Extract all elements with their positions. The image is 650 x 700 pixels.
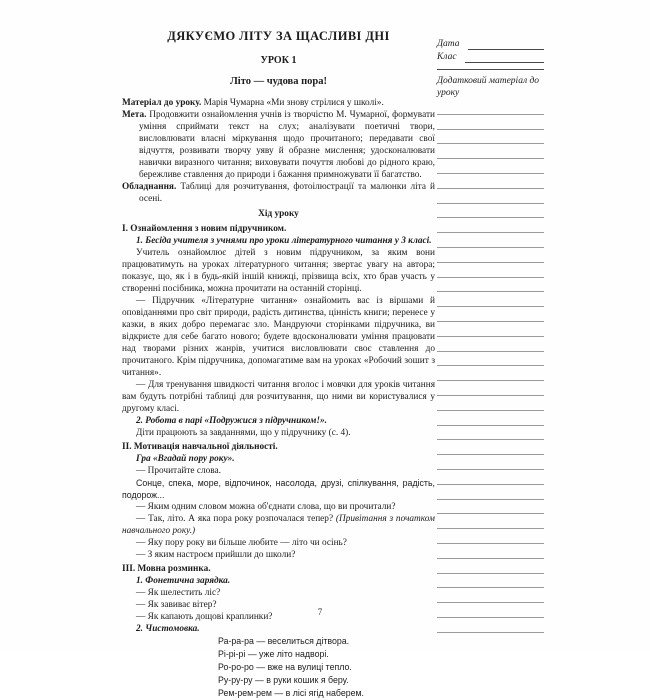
class-blank-line bbox=[465, 52, 544, 63]
ruled-line bbox=[437, 218, 544, 233]
section1-item1-heading: 1. Бесіда учителя з учнями про уроки літературного читання у 3 класі. bbox=[136, 236, 432, 246]
ruled-line bbox=[437, 159, 544, 174]
separator-line bbox=[437, 69, 544, 70]
meta-text: Продовжити ознайомлення учнів із творчістю М. Чумарної, формувати уміння сприймати текст на слух; аналізувати поетичні твори, висловлювати власні міркування щодо прочитаного; передавати свої відчуття, розвивати творчу уяву й образне мислення; удосконалювати навички виразного читання; виховувати почуття любові до рідного краю, бережливе ставлення до природи і бажання примножувати її багатство. bbox=[139, 110, 435, 180]
ruled-line bbox=[437, 426, 544, 441]
ruled-line bbox=[437, 100, 544, 115]
ruled-line bbox=[437, 263, 544, 278]
ruled-line bbox=[437, 574, 544, 589]
ruled-line bbox=[437, 189, 544, 204]
ruled-line bbox=[437, 559, 544, 574]
ruled-line bbox=[437, 529, 544, 544]
extra-material-label: Додатковий матеріал до уроку bbox=[437, 76, 540, 98]
section2-word-list: Сонце, спека, море, відпочинок, насолода, друзі, спілкування, радість, подорож... bbox=[122, 478, 435, 500]
ruled-line bbox=[437, 485, 544, 500]
section1-para2: — Підручник «Літературне читання» ознайомить вас із віршами й оповіданнями про світ природи, радість дитинства, цінність книги; перенесе у казки, в яких добро перемагає зло. Мандруючи сторінками підручника, ви відкриєте для себе багато нового; будете вдосконалювати уміння працювати над творами різних жанрів, учитися висловлювати своє ставлення до прочитаного. Крім підручника, допомагатиме вам на уроках «Робочий зошит з читання». bbox=[122, 296, 435, 378]
ruled-line bbox=[437, 352, 544, 367]
ruled-line bbox=[437, 544, 544, 559]
ruled-line bbox=[437, 470, 544, 485]
margin-notes-column bbox=[437, 38, 544, 633]
course-heading: Хід уроку bbox=[258, 209, 299, 219]
ruled-line bbox=[437, 455, 544, 470]
class-label: Клас bbox=[437, 52, 457, 62]
ruled-line bbox=[437, 440, 544, 455]
section3-heading: III. Мовна розминка. bbox=[122, 564, 211, 574]
ruled-line bbox=[437, 248, 544, 263]
section1-item2-text: Діти працюють за завданнями, що у підручнику (с. 4). bbox=[136, 428, 351, 438]
section1-para3: — Для тренування швидкості читання вголос і мовчки для уроків читання вам будуть потрібні таблиці для розчитування, що ними ви користувалися у другому класі. bbox=[122, 380, 435, 414]
ruled-line bbox=[437, 396, 544, 411]
ruled-line bbox=[437, 322, 544, 337]
rhyme-line: Ру-ру-ру — в руки кошик я беру. bbox=[218, 675, 349, 685]
tongue-twister-block bbox=[218, 635, 435, 700]
page-number: 7 bbox=[317, 607, 323, 617]
ruled-line bbox=[437, 144, 544, 159]
ruled-line bbox=[437, 307, 544, 322]
material-label: Матеріал до уроку. bbox=[122, 98, 202, 108]
ruled-line bbox=[437, 500, 544, 515]
rhyme-line: Рі-рі-рі — уже літо надворі. bbox=[218, 649, 329, 659]
ruled-line bbox=[437, 174, 544, 189]
section2-heading: II. Мотивація навчальної діяльності. bbox=[122, 442, 278, 452]
rhyme-line: Ро-ро-ро — вже на вулиці тепло. bbox=[218, 662, 352, 672]
class-field-row bbox=[437, 51, 544, 63]
ruled-line bbox=[437, 292, 544, 307]
material-text: Марія Чумарна «Ми знову стрілися у школі». bbox=[203, 98, 384, 108]
ruled-line bbox=[437, 337, 544, 352]
section2-q4: — З яким настроєм прийшли до школи? bbox=[136, 550, 296, 560]
meta-label: Мета. bbox=[122, 110, 147, 120]
ruled-line bbox=[437, 514, 544, 529]
lesson-title: Літо — чудова пора! bbox=[229, 76, 327, 87]
section3-item1-heading: 1. Фонетична зарядка. bbox=[136, 576, 231, 586]
section2-q3: — Яку пору року ви більше любите — літо чи осінь? bbox=[136, 538, 347, 548]
section1-heading: I. Ознайомлення з новим підручником. bbox=[122, 224, 287, 234]
ruled-line bbox=[437, 618, 544, 633]
section2-q0: — Прочитайте слова. bbox=[136, 466, 221, 476]
chapter-title: ДЯКУЄМО ЛІТУ ЗА ЩАСЛИВІ ДНІ bbox=[167, 29, 390, 43]
ruled-lines bbox=[437, 100, 544, 633]
lesson-number: УРОК 1 bbox=[260, 55, 297, 66]
section3-item2-heading: 2. Чистомовка. bbox=[136, 624, 200, 634]
ruled-line bbox=[437, 588, 544, 603]
rhyme-line: Ра-ра-ра — веселиться дітвора. bbox=[218, 636, 350, 646]
section3-q3: — Як капають дощові краплинки? bbox=[136, 612, 273, 622]
date-label: Дата bbox=[437, 39, 460, 49]
section1-para1: Учитель ознайомлює дітей з новим підручником, за яким вони працюватимуть на уроках літературного читання; звертає увагу на автора; показує, що, як і в будь-якій іншій книжці, прізвища всіх, хто брав участь у створенні посібника, можна прочитати на останній сторінці. bbox=[122, 248, 435, 294]
date-field-row bbox=[437, 38, 544, 50]
ruled-line bbox=[437, 130, 544, 145]
section2-game-heading: Гра «Вгадай пору року». bbox=[136, 454, 235, 464]
section2-q2 bbox=[122, 513, 435, 537]
section2-q2-note: (Привітання з початком навчального року.) bbox=[122, 514, 435, 536]
ruled-line bbox=[437, 366, 544, 381]
section1-item2-heading: 2. Робота в парі «Подружися з підручником!». bbox=[136, 416, 328, 426]
equipment-paragraph bbox=[122, 181, 435, 205]
equipment-label: Обладнання. bbox=[122, 182, 177, 192]
section2-q2-text: — Так, літо. А яка пора року розпочалася тепер? bbox=[136, 514, 334, 524]
lesson-content-column bbox=[122, 30, 435, 700]
section3-q2: — Як завиває вітер? bbox=[136, 600, 217, 610]
section2-q1: — Яким одним словом можна об'єднати слова, що ви прочитали? bbox=[136, 502, 396, 512]
section3-q1: — Як шелестить ліс? bbox=[136, 588, 221, 598]
rhyme-line: Рем-рем-рем — в лісі ягід наберем. bbox=[218, 688, 364, 698]
ruled-line bbox=[437, 411, 544, 426]
meta-paragraph bbox=[122, 109, 435, 181]
equipment-text: Таблиці для розчитування, фотоілюстрації та малюнки літа й осені. bbox=[139, 182, 435, 204]
ruled-line bbox=[437, 204, 544, 219]
ruled-line bbox=[437, 115, 544, 130]
ruled-line bbox=[437, 278, 544, 293]
ruled-line bbox=[437, 381, 544, 396]
material-paragraph bbox=[122, 97, 435, 109]
ruled-line bbox=[437, 233, 544, 248]
date-blank-line bbox=[468, 39, 544, 50]
